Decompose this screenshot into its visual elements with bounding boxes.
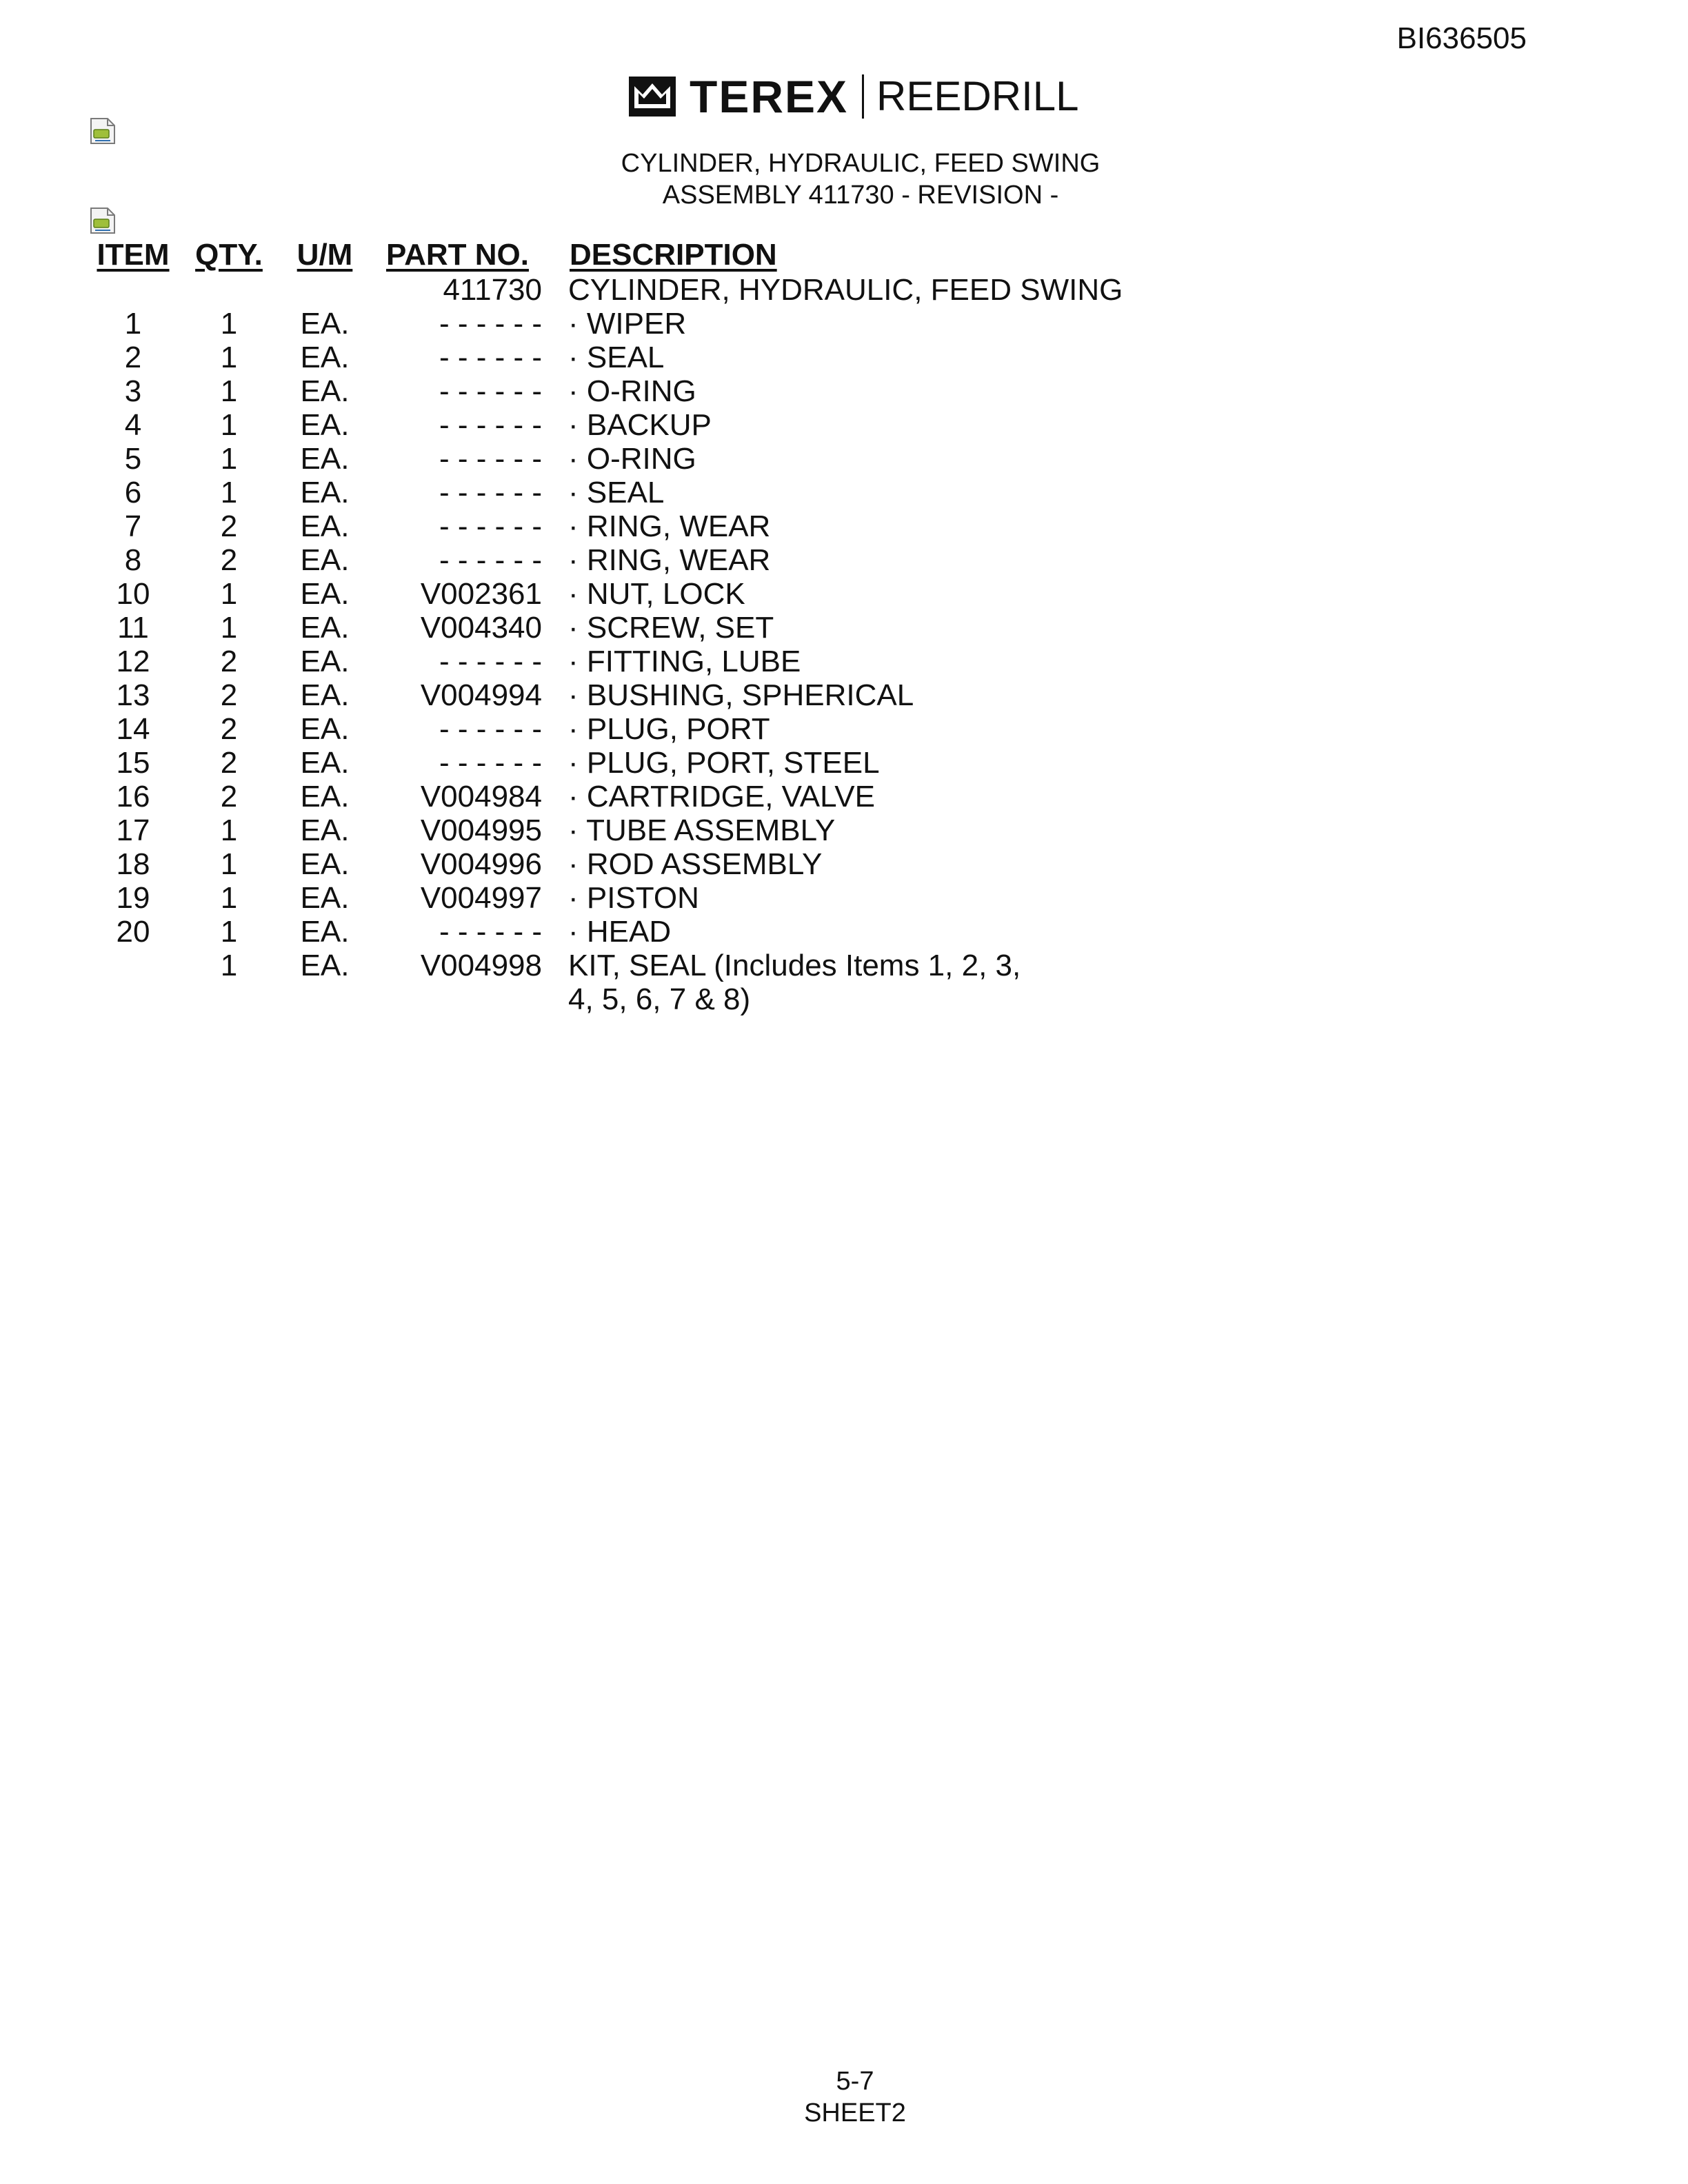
cell-qty: 2 [220, 645, 238, 678]
cell-um: EA. [300, 374, 350, 408]
table-row [88, 881, 1190, 915]
cell-um: EA. [300, 509, 350, 543]
cell-item: 1 [124, 307, 142, 341]
cell-um: EA. [300, 307, 350, 341]
table-row [88, 813, 1190, 847]
cell-item: 12 [116, 645, 150, 678]
document-link-icon[interactable] [90, 117, 116, 145]
table-row [88, 543, 1190, 577]
cell-part-no: V004340 [420, 611, 542, 645]
cell-um: EA. [300, 442, 350, 476]
table-row [88, 982, 1190, 1016]
cell-item: 7 [124, 509, 142, 543]
cell-part-no: - - - - - - [439, 645, 542, 678]
cell-qty: 1 [220, 813, 238, 847]
cell-description: · NUT, LOCK [568, 577, 745, 611]
cell-item: 17 [116, 813, 150, 847]
cell-part-no: V004995 [420, 813, 542, 847]
table-row [88, 442, 1190, 476]
cell-part-no: V004996 [420, 847, 542, 881]
cell-description: · SEAL [568, 476, 665, 509]
cell-qty: 2 [220, 678, 238, 712]
cell-description: 4, 5, 6, 7 & 8) [568, 982, 751, 1016]
cell-item: 13 [116, 678, 150, 712]
cell-um: EA. [300, 780, 350, 813]
cell-item: 6 [124, 476, 142, 509]
cell-um: EA. [300, 949, 350, 982]
cell-um: EA. [300, 712, 350, 746]
cell-part-no: V004998 [420, 949, 542, 982]
cell-part-no: - - - - - - [439, 712, 542, 746]
cell-item: 4 [124, 408, 142, 442]
cell-description: · O-RING [568, 374, 696, 408]
cell-item: 20 [116, 915, 150, 949]
cell-um: EA. [300, 476, 350, 509]
cell-um: EA. [300, 543, 350, 577]
assembly-title [0, 148, 1688, 211]
cell-part-no: V002361 [420, 577, 542, 611]
cell-item: 14 [116, 712, 150, 746]
cell-part-no: - - - - - - [439, 746, 542, 780]
table-row [88, 374, 1190, 408]
cell-part-no: V004994 [420, 678, 542, 712]
cell-item: 18 [116, 847, 150, 881]
document-link-icon[interactable] [90, 207, 116, 234]
table-row [88, 746, 1190, 780]
cell-description: · O-RING [568, 442, 696, 476]
table-row [88, 476, 1190, 509]
terex-reedrill-logo [629, 71, 1079, 122]
cell-um: EA. [300, 881, 350, 915]
cell-item: 19 [116, 881, 150, 915]
cell-part-no: - - - - - - [439, 307, 542, 341]
cell-qty: 1 [220, 611, 238, 645]
cell-qty: 2 [220, 712, 238, 746]
cell-qty: 1 [220, 307, 238, 341]
cell-description: · SCREW, SET [568, 611, 774, 645]
cell-qty: 1 [220, 915, 238, 949]
cell-description: · BACKUP [568, 408, 712, 442]
page-number: 5-7 [836, 2067, 874, 2096]
cell-part-no: - - - - - - [439, 543, 542, 577]
cell-description: · PLUG, PORT [568, 712, 770, 746]
cell-item: 8 [124, 543, 142, 577]
cell-um: EA. [300, 813, 350, 847]
cell-um: EA. [300, 847, 350, 881]
cell-um: EA. [300, 611, 350, 645]
cell-qty: 1 [220, 847, 238, 881]
cell-description: · RING, WEAR [568, 543, 771, 577]
table-row [88, 780, 1190, 813]
header-part-no: PART NO. [386, 238, 529, 272]
cell-item: 5 [124, 442, 142, 476]
header-description: DESCRIPTION [570, 238, 777, 272]
cell-description: · ROD ASSEMBLY [568, 847, 823, 881]
header-qty: QTY. [195, 238, 263, 272]
table-body [88, 273, 1190, 1016]
cell-um: EA. [300, 915, 350, 949]
sheet-label: SHEET2 [804, 2099, 906, 2127]
document-id: BI636505 [1396, 21, 1527, 55]
cell-description: · PISTON [568, 881, 699, 915]
cell-part-no: - - - - - - [439, 341, 542, 374]
cell-part-no: V004984 [420, 780, 542, 813]
table-row [88, 408, 1190, 442]
cell-description: · RING, WEAR [568, 509, 771, 543]
cell-item: 10 [116, 577, 150, 611]
cell-part-no: - - - - - - [439, 442, 542, 476]
cell-description: · PLUG, PORT, STEEL [568, 746, 880, 780]
cell-qty: 1 [220, 341, 238, 374]
cell-qty: 2 [220, 746, 238, 780]
cell-description: KIT, SEAL (Includes Items 1, 2, 3, [568, 949, 1021, 982]
cell-um: EA. [300, 341, 350, 374]
cell-description: · HEAD [568, 915, 672, 949]
cell-qty: 2 [220, 543, 238, 577]
cell-um: EA. [300, 408, 350, 442]
cell-um: EA. [300, 678, 350, 712]
table-row [88, 645, 1190, 678]
cell-item: 15 [116, 746, 150, 780]
cell-item: 16 [116, 780, 150, 813]
cell-item: 11 [117, 611, 149, 645]
table-row [88, 341, 1190, 374]
logo-divider [862, 74, 864, 119]
title-line-1: CYLINDER, HYDRAULIC, FEED SWING [621, 149, 1101, 178]
title-line-2: ASSEMBLY 411730 - REVISION - [662, 181, 1059, 210]
page-footer [0, 2065, 1688, 2129]
cell-qty: 1 [220, 476, 238, 509]
cell-um: EA. [300, 645, 350, 678]
table-row [88, 847, 1190, 881]
cell-description: · CARTRIDGE, VALVE [568, 780, 875, 813]
cell-qty: 2 [220, 509, 238, 543]
cell-qty: 1 [220, 374, 238, 408]
table-row [88, 949, 1190, 982]
cell-part-no: - - - - - - [439, 476, 542, 509]
table-row [88, 307, 1190, 341]
table-row [88, 577, 1190, 611]
cell-qty: 1 [220, 577, 238, 611]
cell-item: 2 [124, 341, 142, 374]
cell-part-no: - - - - - - [439, 915, 542, 949]
cell-part-no: - - - - - - [439, 374, 542, 408]
cell-qty: 1 [220, 442, 238, 476]
cell-part-no: - - - - - - [439, 408, 542, 442]
table-row [88, 273, 1190, 307]
cell-qty: 2 [220, 780, 238, 813]
cell-qty: 1 [220, 408, 238, 442]
cell-item: 3 [124, 374, 142, 408]
cell-part-no: - - - - - - [439, 509, 542, 543]
cell-part-no: V004997 [420, 881, 542, 915]
cell-um: EA. [300, 746, 350, 780]
cell-description: · SEAL [568, 341, 665, 374]
terex-crown-icon [629, 77, 676, 117]
cell-description: CYLINDER, HYDRAULIC, FEED SWING [568, 273, 1123, 307]
logo-product-text: REEDRILL [876, 73, 1079, 119]
cell-qty: 1 [220, 881, 238, 915]
cell-description: · FITTING, LUBE [568, 645, 801, 678]
header-um: U/M [297, 238, 353, 272]
table-row [88, 678, 1190, 712]
cell-description: · BUSHING, SPHERICAL [568, 678, 914, 712]
table-row [88, 915, 1190, 949]
cell-um: EA. [300, 577, 350, 611]
table-row [88, 712, 1190, 746]
cell-description: · TUBE ASSEMBLY [568, 813, 836, 847]
header-item: ITEM [97, 238, 170, 272]
table-row [88, 509, 1190, 543]
cell-qty: 1 [220, 949, 238, 982]
parts-table [88, 237, 1190, 1016]
cell-description: · WIPER [568, 307, 687, 341]
logo-brand-text: TEREX [690, 71, 849, 122]
cell-part-no: 411730 [443, 273, 542, 307]
table-row [88, 611, 1190, 645]
table-header [88, 237, 1190, 273]
